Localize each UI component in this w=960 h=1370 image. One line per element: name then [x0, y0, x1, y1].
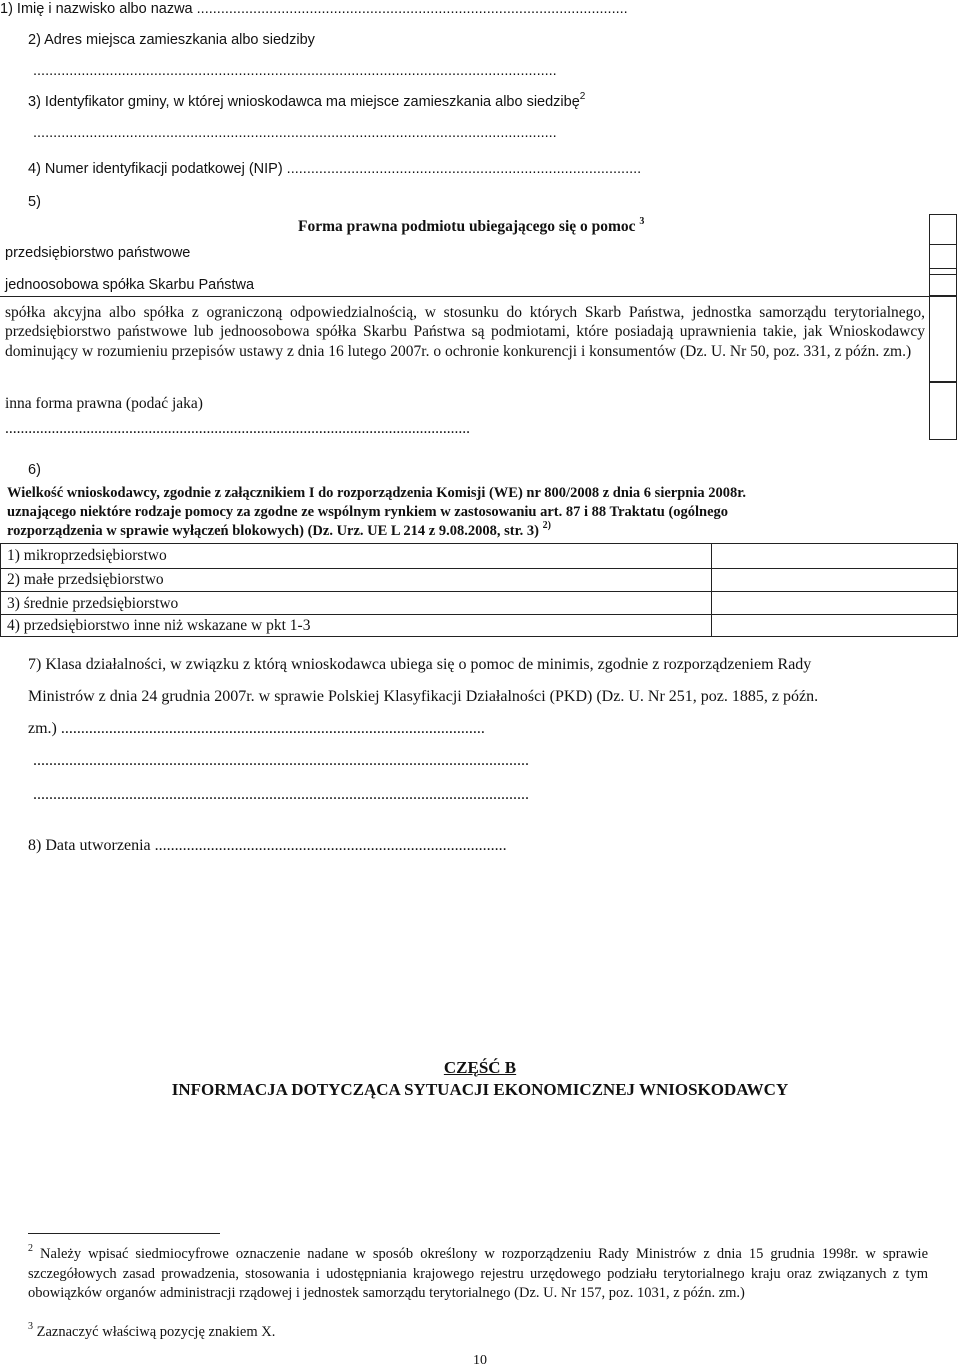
footnote-ref-2-section-6: 2) — [542, 520, 551, 532]
section-7-dots-1[interactable]: ............................................................................................................................ — [33, 752, 529, 769]
field-address-dots[interactable]: .................................................................................................................................. — [33, 63, 557, 79]
checkbox-state-enterprise[interactable] — [929, 244, 957, 269]
checkbox-other-form[interactable] — [929, 382, 957, 440]
checkbox-treasury-company[interactable] — [929, 274, 957, 296]
footnote-2: $^2$ Należy wpisać siedmiocyfrowe oznaczenie nadane w sposób określony w rozporządzeniu Rady Ministrów z dnia 15 grudnia 1998r. w sprawie szczegółowych zasad prowadzenia, stosowania i udostępniania krajowego rejestru urzędowego podziału terytorialnego kraju oraz związanych z tym obowiązków organów administracji rządowej i jednostek samorządu terytorialnego (Dz. U. Nr 157, poz. 1031, z późn. zm.) — [28, 1243, 928, 1301]
option-treasury-company-label: jednoosobowa spółka Skarbu Państwa — [5, 277, 255, 293]
checkbox-micro[interactable] — [712, 544, 957, 568]
option-other-label: inna forma prawna (podać jaka) — [5, 395, 203, 412]
size-table-right — [957, 543, 958, 637]
option-state-enterprise-label: przedsiębiorstwo państwowe — [5, 245, 191, 261]
size-option-other: 4) przedsiębiorstwo inne niż wskazane w pkt 1-3 — [7, 617, 311, 634]
section-7-line-2: Ministrów z dnia 24 grudnia 2007r. w sprawie Polskiej Klasyfikacji Działalności (PKD) (Dz. U. Nr 251, poz. 1885, z późn. — [28, 688, 819, 705]
footnote-3: $^3$ Zaznaczyć właściwą pozycję znakiem X. — [28, 1321, 276, 1340]
field-commune-id-label: 3) Identyfikator gminy, w której wnioskodawca ma miejsce zamieszkania albo siedzibę$^2$ — [28, 91, 586, 110]
section-7-line-3[interactable]: zm.) .......................................................................................................... — [28, 720, 485, 737]
section-5-number: 5) — [28, 194, 41, 210]
checkbox-dominant-company[interactable] — [929, 296, 957, 382]
section-7-dots-2[interactable]: ............................................................................................................................ — [33, 786, 529, 803]
field-address-label: 2) Adres miejsca zamieszkania albo siedziby — [28, 32, 315, 48]
footnote-3-mark: 3 — [28, 1321, 33, 1333]
size-option-micro: 1) mikroprzedsiębiorstwo — [7, 547, 167, 564]
size-option-medium: 3) średnie przedsiębiorstwo — [7, 595, 179, 612]
footnote-separator — [28, 1233, 220, 1234]
field-name: 1) Imię i nazwisko albo nazwa ........................................................................................................... — [0, 1, 628, 17]
section-6-number: 6) — [28, 462, 41, 478]
field-creation-date[interactable]: 8) Data utworzenia ........................................................................................ — [28, 837, 507, 854]
size-option-small: 2) małe przedsiębiorstwo — [7, 571, 164, 588]
checkbox-medium[interactable] — [712, 592, 957, 614]
section-6-heading-line-3: rozporządzenia w sprawie wyłączeń blokowych) (Dz. Urz. UE L 214 z 9.08.2008, str. 3) $^{2)}$ — [7, 520, 551, 539]
checkbox-other-size[interactable] — [712, 615, 957, 636]
field-commune-id-dots[interactable]: .................................................................................................................................. — [33, 125, 557, 141]
size-table-left — [0, 543, 1, 637]
section-6-heading-line-1: Wielkość wnioskodawcy, zgodnie z załącznikiem I do rozporządzenia Komisji (WE) nr 800/2008 z dnia 6 sierpnia 2008r. — [7, 485, 746, 501]
page-number: 10 — [473, 1353, 487, 1368]
section-6-heading-line-2: uznającego niektóre rodzaje pomocy za zgodne ze wspólnym rynkiem w zastosowaniu art. 87 i 88 Traktatu (ogólnego — [7, 504, 729, 520]
part-b-subtitle: INFORMACJA DOTYCZĄCA SYTUACJI EKONOMICZNEJ WNIOSKODAWCY — [171, 1080, 789, 1099]
part-b-title: CZĘŚĆ B — [443, 1058, 517, 1077]
footnote-ref-3: 3 — [639, 215, 645, 227]
field-nip[interactable]: 4) Numer identyfikacji podatkowej (NIP) ........................................................................................ — [28, 161, 642, 177]
checkbox-small[interactable] — [712, 569, 957, 591]
footnote-2-mark: 2 — [28, 1243, 33, 1255]
row-divider — [0, 296, 930, 297]
size-table-bottom — [0, 636, 958, 637]
option-dominant-company-label: spółka akcyjna albo spółka z ograniczoną odpowiedzialnością, w stosunku do których Skarb Państwa, jednostka samorządu terytorialnego, przedsiębiorstwo państwowe lub jednoosobowa spółka Skarbu Państwa są podmiotami, które posiadają uprawnienia takie, jak Wnioskodawcy dominujący w rozumieniu przepisów ustawy z dnia 16 lutego 2007r. o ochronie konkurencji i konsumentów (Dz. U. Nr 50, poz. 331, z późn. zm.) — [5, 304, 925, 360]
section-7-line-1: 7) Klasa działalności, w związku z którą wnioskodawca ubiega się o pomoc de minimis, zgodnie z rozporządzeniem Rady — [28, 656, 812, 673]
section-5-title: Forma prawna podmiotu ubiegającego się o pomoc $^3$ — [298, 215, 645, 235]
option-other-dots[interactable]: ........................................................................................................................ — [5, 420, 470, 437]
footnote-ref-2: 2 — [579, 91, 586, 103]
checkbox-top-border — [929, 214, 957, 215]
